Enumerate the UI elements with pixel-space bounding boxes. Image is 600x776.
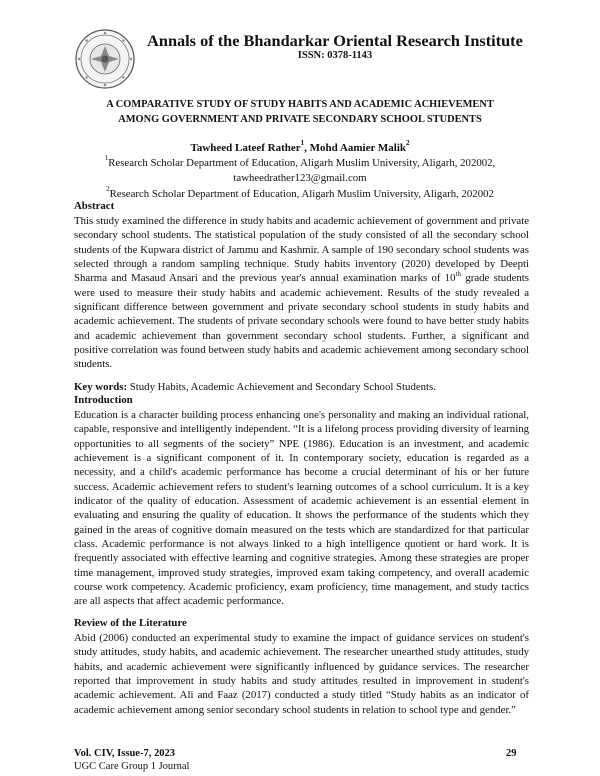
review-text: Abid (2006) conducted an experimental study to examine the impact of guidance services on student's study attitudes, study habits, and academic achievement. The researcher unearthed study attitudes, study habits, and academic achievement were significantly influenced by guidance services. The researcher reported that improvement in study habits and study attitudes resulted in improvement in student's academic achievement. Ali and Faaz (2017) conducted a study titled “Study habits as an indicator of academic achievement among senior secondary school students in relation to school type and gender.” — [74, 632, 529, 716]
author-line — [60, 139, 540, 154]
affiliation-1 — [60, 156, 540, 171]
author-1: Tawheed Lateef Rather — [190, 142, 301, 154]
page-number: 29 — [506, 748, 517, 759]
abstract-text-part-2: grade students were used to measure their study habits and academic achievement. Results of the study revealed a significant difference between government and private secondary school students in study habits and academic achievement. The students of private secondary schools were found to have better study habits and academic achievement than government secondary school students. Further, a significant and positive correlation was found between study habits and academic achievement among secondary school students. — [74, 272, 529, 371]
review-heading: Review of the Literature — [74, 617, 187, 629]
abstract-grade-sup: th — [455, 269, 462, 278]
affiliation-2-text: Research Scholar Department of Education, Aligarh Muslim University, Aligarh, 202002 — [109, 188, 494, 200]
article-title-line-2: AMONG GOVERNMENT AND PRIVATE SECONDARY SCHOOL STUDENTS — [118, 114, 482, 125]
affiliation-1-sup: 1 — [104, 154, 109, 163]
abstract-text — [74, 214, 529, 372]
abstract-text-part-1: This study examined the difference in study habits and academic achievement of government and private secondary school students. The statistical population of the study consisted of all the secondary school students of the Kupwara district of Jammu and Kashmir. A sample of 190 secondary school students was selected through a random sampling technique. Study habits inventory (2020) developed by Deepti Sharma and Masaud Ansari and the previous year's annual examination marks of 10 — [74, 215, 529, 285]
affiliation-1-text: Research Scholar Department of Education, Aligarh Muslim University, Aligarh, 202002, — [108, 157, 496, 169]
author-separator: , — [304, 142, 310, 154]
introduction-text: Education is a character building process enhancing one's personality and making an individual rational, capable, responsive and intelligently independent. “It is a lifelong process providing diversity of learning opportunities to all segments of the society” NPE (1986). Education is an investment, and academic achievement is a significant component of it. In contemporary society, education is regarded as a necessity, and a child's academic performance has become a crucial determinant of his or her future success. Academic achievement refers to student's learning outcomes of a school curriculum. It is a key indicator of the quality of education. Assessment of academic achievement is an essential element in evaluating and ensuring the quality of education. It shows the performance of the students which they gained in the areas of cognitive domain measured on the tests which are standardized for that particular class. Academic performance is not always linked to a high intelligence quotient or hard work. It is frequently associated with effective learning and cognitive strategies. Among these strategies are proper time management, improved study strategies, improved exam taking competency, and overall academic course work competency. Academic proficiency, exam proficiency, time management, and study tactics are all aspects that affect academic performance. — [74, 409, 529, 608]
abstract-heading: Abstract — [74, 200, 115, 212]
journal-name: Annals of the Bhandarkar Oriental Research Institute — [147, 31, 523, 50]
author-1-sup: 1 — [300, 139, 305, 148]
footer-volume: Vol. CIV, Issue-7, 2023 — [74, 748, 175, 759]
footer-group: UGC Care Group 1 Journal — [74, 761, 190, 772]
article-title — [60, 97, 540, 127]
affiliation-2-sup: 2 — [106, 185, 110, 194]
affiliation-2 — [60, 187, 540, 202]
article-title-line-1: A COMPARATIVE STUDY OF STUDY HABITS AND ACADEMIC ACHIEVEMENT — [106, 99, 494, 110]
journal-issn: ISSN: 0378-1143 — [297, 50, 373, 61]
keywords-text: Study Habits, Academic Achievement and Secondary School Students. — [127, 381, 436, 393]
author-2: Mohd Aamier Malik — [309, 142, 407, 154]
affiliation-1-email: tawheedrather123@gmail.com — [233, 172, 367, 184]
keywords-label: Key words: — [74, 381, 128, 393]
introduction-heading: Introduction — [74, 394, 133, 406]
keywords — [74, 380, 529, 394]
institute-logo — [74, 28, 136, 90]
author-2-sup: 2 — [406, 139, 410, 148]
